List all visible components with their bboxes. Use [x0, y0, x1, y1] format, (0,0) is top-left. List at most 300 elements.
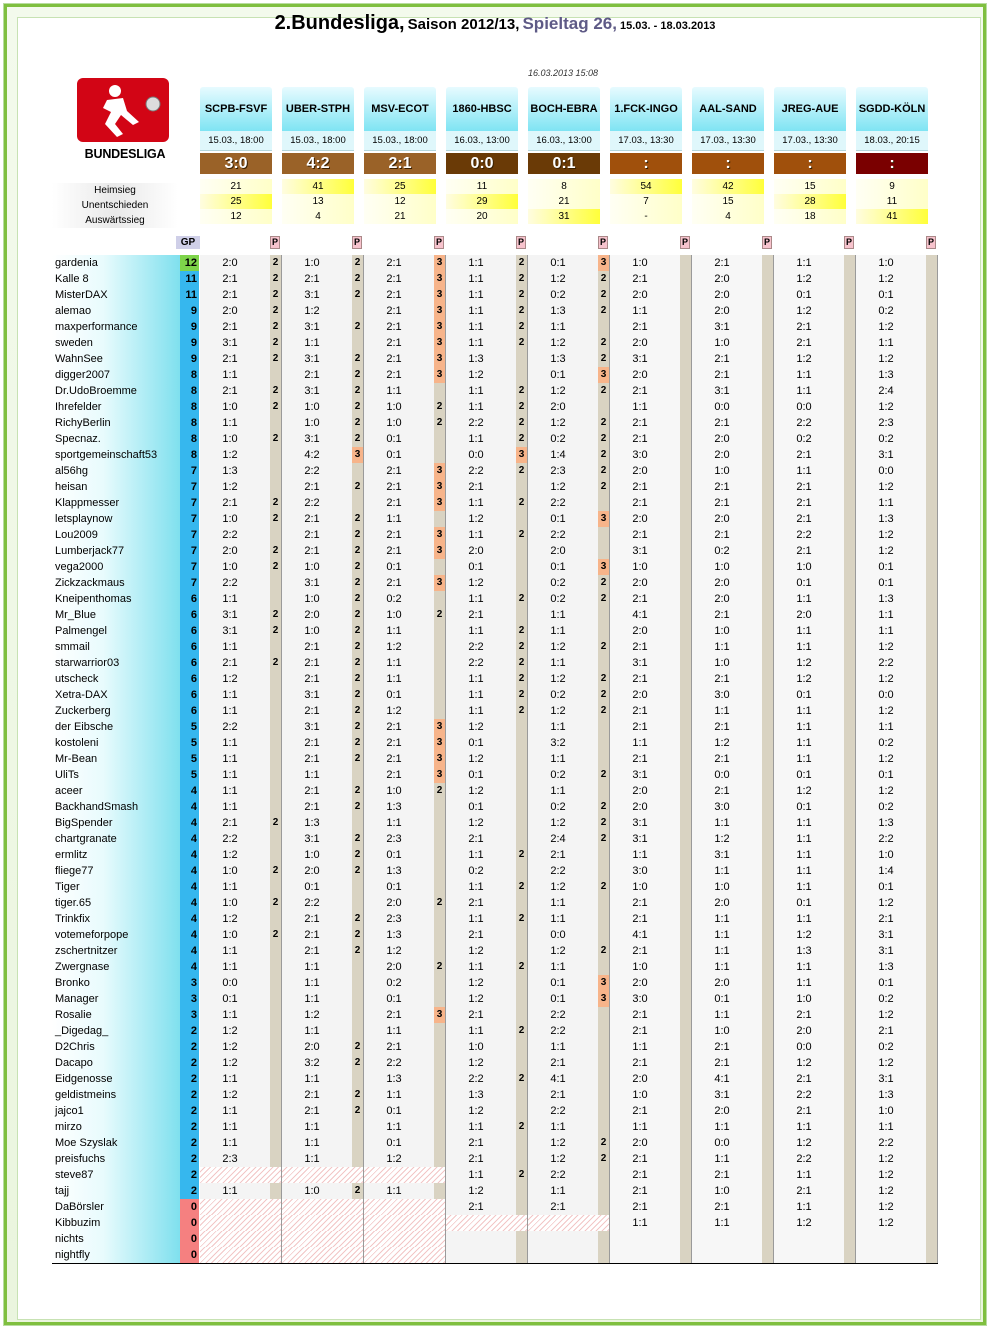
tip-score: 0:1 — [222, 993, 238, 1005]
match-stat-draw: 13 — [282, 194, 354, 209]
tip-score: 1:1 — [222, 641, 238, 653]
player-points: 4 — [180, 831, 199, 847]
tip-points: 2 — [436, 897, 443, 908]
tip-points: 2 — [518, 673, 525, 684]
tip-score: 2:2 — [304, 465, 320, 477]
player-points: 9 — [180, 319, 199, 335]
tip-points: 2 — [600, 769, 607, 780]
tip-score: 1:1 — [550, 321, 566, 333]
tip-score: 0:1 — [386, 561, 402, 573]
player-name: _Digedag_ — [52, 1023, 180, 1039]
tip-score: 0:2 — [878, 993, 894, 1005]
tip-score: 1:1 — [468, 1121, 484, 1133]
tip-points: 2 — [354, 785, 361, 796]
tip-score: 1:3 — [468, 1089, 484, 1101]
tip-score: 0:0 — [878, 465, 894, 477]
tip-score: 2:1 — [304, 1105, 320, 1117]
player-points: 3 — [180, 1007, 199, 1023]
tip-score: 3:0 — [714, 801, 730, 813]
player-points: 6 — [180, 655, 199, 671]
player-points: 7 — [180, 479, 199, 495]
tip-score: 2:1 — [796, 497, 812, 509]
missing-tip — [282, 1199, 363, 1215]
tip-points: 2 — [354, 433, 361, 444]
match-stat-draw: 29 — [446, 194, 518, 209]
tip-score: 2:1 — [632, 1057, 648, 1069]
tip-points: 2 — [272, 305, 279, 316]
tip-score: 1:0 — [222, 929, 238, 941]
tip-score: 2:2 — [386, 1057, 402, 1069]
tip-points: 3 — [434, 735, 445, 751]
tip-score: 2:0 — [386, 897, 402, 909]
tip-score: 2:1 — [386, 737, 402, 749]
player-points: 2 — [180, 1087, 199, 1103]
table-row — [52, 335, 938, 351]
tip-points: 2 — [518, 433, 525, 444]
player-name: Kneipenthomas — [52, 591, 180, 607]
tip-score: 1:1 — [304, 1073, 320, 1085]
player-points: 4 — [180, 847, 199, 863]
player-name: geldistmeins — [52, 1087, 180, 1103]
tip-points: 2 — [600, 593, 607, 604]
tip-score: 1:1 — [386, 673, 402, 685]
tip-score: 2:1 — [714, 497, 730, 509]
tip-score: 3:1 — [304, 289, 320, 301]
player-points: 11 — [180, 271, 199, 287]
missing-tip — [528, 1215, 609, 1231]
tip-points: 2 — [354, 481, 361, 492]
table-row — [52, 943, 938, 959]
tip-score: 1:2 — [550, 1153, 566, 1165]
tip-points: 2 — [518, 881, 525, 892]
stat-label: Unentschieden — [52, 198, 178, 213]
tip-points: 2 — [436, 785, 443, 796]
player-points: 0 — [180, 1231, 199, 1247]
tip-points: 2 — [600, 449, 607, 460]
match-stats — [856, 179, 928, 224]
tip-score: 1:1 — [632, 1217, 648, 1229]
match-stats — [446, 179, 518, 224]
tip-points: 2 — [600, 673, 607, 684]
match-stats — [282, 179, 354, 224]
tip-score: 1:3 — [386, 865, 402, 877]
match-stat-home: 15 — [774, 179, 846, 194]
tip-score: 1:1 — [222, 369, 238, 381]
tip-score: 1:2 — [878, 529, 894, 541]
tip-score: 2:0 — [714, 593, 730, 605]
player-name: chartgranate — [52, 831, 180, 847]
tip-score: 1:3 — [468, 353, 484, 365]
player-name: BigSpender — [52, 815, 180, 831]
tip-score: 0:1 — [550, 369, 566, 381]
tip-score: 1:2 — [468, 817, 484, 829]
player-points: 6 — [180, 671, 199, 687]
tip-score: 1:1 — [386, 1121, 402, 1133]
match-teams: UBER-STPH — [282, 87, 354, 131]
tip-score: 1:3 — [386, 929, 402, 941]
tip-points: 2 — [272, 273, 279, 284]
tip-score: 1:2 — [878, 481, 894, 493]
tip-score: 2:0 — [468, 545, 484, 557]
tip-score: 2:1 — [304, 705, 320, 717]
tip-points: 2 — [518, 385, 525, 396]
bundesliga-wordmark: BUNDESLIGA — [84, 147, 166, 161]
tip-score: 1:1 — [468, 961, 484, 973]
tip-points: 2 — [354, 849, 361, 860]
tip-score: 1:0 — [714, 625, 730, 637]
tip-score: 0:1 — [878, 769, 894, 781]
tip-score: 2:2 — [550, 529, 566, 541]
tip-score: 3:1 — [878, 1073, 894, 1085]
missing-tip — [200, 1247, 281, 1263]
tip-score: 1:3 — [878, 961, 894, 973]
bundesliga-logo — [72, 78, 178, 170]
tip-score: 2:1 — [304, 513, 320, 525]
tip-score: 2:1 — [468, 481, 484, 493]
tip-score: 0:1 — [714, 993, 730, 1005]
tip-points: 2 — [600, 481, 607, 492]
match-stats — [774, 179, 846, 224]
player-name: al56hg — [52, 463, 180, 479]
tip-score: 1:2 — [878, 1169, 894, 1181]
tip-points: 2 — [272, 257, 279, 268]
tip-score: 1:2 — [878, 353, 894, 365]
tip-score: 2:2 — [550, 1105, 566, 1117]
match-column — [200, 87, 272, 224]
tip-score: 2:2 — [550, 865, 566, 877]
tip-score: 2:1 — [304, 369, 320, 381]
tip-score: 2:1 — [304, 801, 320, 813]
tip-score: 2:1 — [304, 673, 320, 685]
missing-tip — [282, 1231, 363, 1247]
tip-score: 2:1 — [386, 721, 402, 733]
tip-points: 2 — [518, 321, 525, 332]
player-name: Specnaz. — [52, 431, 180, 447]
player-points: 4 — [180, 895, 199, 911]
tip-score: 2:0 — [632, 625, 648, 637]
tip-score: 2:2 — [304, 897, 320, 909]
tip-points: 3 — [352, 447, 363, 463]
table-row — [52, 1183, 938, 1199]
player-name: votemeforpope — [52, 927, 180, 943]
tip-score: 0:1 — [468, 769, 484, 781]
tip-score: 0:1 — [796, 897, 812, 909]
match-result: 0:1 — [528, 153, 600, 174]
tip-score: 1:1 — [550, 1041, 566, 1053]
tip-score: 2:4 — [878, 385, 894, 397]
match-stats — [364, 179, 436, 224]
tip-score: 1:1 — [796, 465, 812, 477]
table-row — [52, 1215, 938, 1231]
tip-score: 2:1 — [714, 529, 730, 541]
tip-score: 2:1 — [632, 593, 648, 605]
tip-points: 2 — [600, 1153, 607, 1164]
tip-score: 1:1 — [878, 721, 894, 733]
tip-score: 2:1 — [714, 721, 730, 733]
tip-score: 3:0 — [714, 689, 730, 701]
tip-score: 1:2 — [550, 273, 566, 285]
player-points: 9 — [180, 303, 199, 319]
tip-score: 1:1 — [714, 865, 730, 877]
tip-points: 2 — [272, 929, 279, 940]
tip-score: 3:1 — [714, 849, 730, 861]
match-date: 16.03., 13:00 — [528, 131, 600, 151]
tip-score: 3:1 — [878, 449, 894, 461]
tip-score: 2:1 — [386, 465, 402, 477]
table-row — [52, 415, 938, 431]
tip-score: 0:2 — [878, 801, 894, 813]
table-row — [52, 895, 938, 911]
table-row — [52, 287, 938, 303]
tip-points: 2 — [272, 817, 279, 828]
tip-score: 2:1 — [714, 257, 730, 269]
tip-score: 0:1 — [878, 561, 894, 573]
tip-points: 2 — [354, 945, 361, 956]
tip-score: 1:1 — [386, 625, 402, 637]
page-title — [0, 12, 990, 35]
tip-score: 1:2 — [550, 417, 566, 429]
tip-score: 1:0 — [304, 593, 320, 605]
tip-score: 0:1 — [386, 449, 402, 461]
tip-points: 2 — [518, 305, 525, 316]
points-header: P — [845, 237, 852, 247]
table-row — [52, 975, 938, 991]
tip-score: 1:1 — [796, 833, 812, 845]
table-row — [52, 447, 938, 463]
tip-score: 1:1 — [468, 385, 484, 397]
tip-score: 2:1 — [304, 273, 320, 285]
tip-points: 2 — [600, 465, 607, 476]
table-row — [52, 1007, 938, 1023]
tip-score: 1:0 — [468, 1041, 484, 1053]
table-row — [52, 1247, 938, 1263]
tip-points: 2 — [272, 401, 279, 412]
tip-score: 2:2 — [550, 1025, 566, 1037]
tip-points: 2 — [600, 801, 607, 812]
tip-score: 1:0 — [714, 657, 730, 669]
tip-score: 2:1 — [386, 1041, 402, 1053]
match-result: 3:0 — [200, 153, 272, 174]
tip-points: 3 — [598, 975, 609, 991]
player-points: 4 — [180, 815, 199, 831]
match-stat-home: 25 — [364, 179, 436, 194]
table-row — [52, 351, 938, 367]
tip-score: 2:1 — [632, 721, 648, 733]
tip-points: 3 — [434, 767, 445, 783]
tip-score: 2:3 — [222, 1153, 238, 1165]
tip-score: 1:1 — [468, 529, 484, 541]
tip-score: 3:1 — [304, 321, 320, 333]
tip-score: 1:2 — [222, 849, 238, 861]
tip-points: 2 — [272, 385, 279, 396]
table-row — [52, 1039, 938, 1055]
table-row — [52, 479, 938, 495]
tip-score: 2:1 — [714, 369, 730, 381]
tip-points: 2 — [518, 705, 525, 716]
tip-score: 4:1 — [714, 1073, 730, 1085]
tip-score: 2:1 — [468, 929, 484, 941]
missing-tip — [200, 1215, 281, 1231]
tip-points: 3 — [434, 751, 445, 767]
tip-score: 1:0 — [222, 561, 238, 573]
tip-score: 1:0 — [304, 1185, 320, 1197]
tip-score: 0:1 — [878, 881, 894, 893]
tip-score: 1:1 — [796, 1121, 812, 1133]
tip-score: 1:1 — [796, 817, 812, 829]
player-points: 2 — [180, 1151, 199, 1167]
tip-score: 0:2 — [386, 977, 402, 989]
tip-points: 2 — [436, 609, 443, 620]
tip-score: 2:1 — [714, 1041, 730, 1053]
tip-points: 2 — [518, 337, 525, 348]
tip-points: 2 — [354, 1041, 361, 1052]
player-name: Kibbuzim — [52, 1215, 180, 1231]
player-points: 8 — [180, 399, 199, 415]
tip-points: 2 — [272, 353, 279, 364]
tip-score: 2:1 — [796, 481, 812, 493]
tip-score: 2:1 — [714, 417, 730, 429]
update-timestamp: 16.03.2013 15:08 — [527, 68, 599, 78]
tip-points: 2 — [354, 353, 361, 364]
tip-score: 3:1 — [632, 817, 648, 829]
player-name: D2Chris — [52, 1039, 180, 1055]
match-stat-home: 41 — [282, 179, 354, 194]
tip-score: 1:0 — [222, 865, 238, 877]
player-points: 3 — [180, 991, 199, 1007]
tip-points: 2 — [354, 401, 361, 412]
match-stat-home: 21 — [200, 179, 272, 194]
tip-score: 2:1 — [468, 897, 484, 909]
tip-score: 2:1 — [304, 737, 320, 749]
tip-score: 4:1 — [550, 1073, 566, 1085]
tip-score: 2:1 — [468, 833, 484, 845]
tip-score: 1:1 — [796, 705, 812, 717]
tip-score: 1:2 — [468, 513, 484, 525]
tip-score: 2:1 — [714, 785, 730, 797]
tip-score: 0:2 — [386, 593, 402, 605]
tip-score: 0:1 — [386, 881, 402, 893]
tip-points: 2 — [518, 625, 525, 636]
tip-score: 0:0 — [468, 449, 484, 461]
tip-score: 1:2 — [468, 1057, 484, 1069]
tip-points: 3 — [516, 447, 527, 463]
tip-points: 2 — [272, 609, 279, 620]
tip-points: 2 — [354, 593, 361, 604]
player-name: tajj — [52, 1183, 180, 1199]
tip-score: 2:2 — [468, 641, 484, 653]
tip-score: 1:1 — [796, 625, 812, 637]
tip-score: 1:0 — [222, 513, 238, 525]
tip-points: 2 — [600, 337, 607, 348]
tip-score: 1:2 — [386, 641, 402, 653]
tip-score: 1:2 — [550, 817, 566, 829]
player-name: Ihrefelder — [52, 399, 180, 415]
tip-score: 1:1 — [714, 913, 730, 925]
tip-points: 2 — [600, 881, 607, 892]
match-result: : — [856, 153, 928, 174]
player-name: Klappmesser — [52, 495, 180, 511]
tip-score: 3:1 — [304, 353, 320, 365]
stat-label: Heimsieg — [52, 183, 178, 198]
tip-score: 2:1 — [632, 945, 648, 957]
tip-score: 1:2 — [714, 833, 730, 845]
tip-points: 2 — [354, 657, 361, 668]
tip-score: 1:2 — [796, 305, 812, 317]
tip-score: 1:0 — [304, 257, 320, 269]
match-stat-draw: 21 — [528, 194, 600, 209]
tip-score: 2:3 — [878, 417, 894, 429]
tip-score: 2:1 — [222, 657, 238, 669]
tip-score: 2:1 — [796, 513, 812, 525]
match-stat-home: 9 — [856, 179, 928, 194]
tip-points: 2 — [354, 385, 361, 396]
tip-points: 3 — [434, 575, 445, 591]
tip-score: 1:0 — [304, 401, 320, 413]
match-stat-away: - — [610, 209, 682, 224]
match-result: 2:1 — [364, 153, 436, 174]
missing-tip — [364, 1215, 445, 1231]
tip-score: 1:1 — [304, 1025, 320, 1037]
tip-score: 2:2 — [468, 417, 484, 429]
tip-points: 2 — [600, 705, 607, 716]
tip-score: 1:1 — [468, 273, 484, 285]
tip-points: 2 — [354, 913, 361, 924]
tip-score: 1:1 — [386, 817, 402, 829]
tip-score: 2:2 — [222, 721, 238, 733]
tip-score: 1:1 — [878, 497, 894, 509]
tip-score: 0:2 — [878, 433, 894, 445]
points-header: P — [599, 237, 606, 247]
tip-score: 1:3 — [796, 945, 812, 957]
tip-score: 0:1 — [796, 801, 812, 813]
tip-score: 1:1 — [468, 881, 484, 893]
tip-score: 1:1 — [796, 753, 812, 765]
tip-score: 1:4 — [550, 449, 566, 461]
tip-score: 0:2 — [878, 737, 894, 749]
match-column — [364, 87, 436, 224]
tip-score: 2:1 — [468, 1201, 484, 1213]
player-name: mirzo — [52, 1119, 180, 1135]
tip-points: 2 — [272, 897, 279, 908]
tip-points: 2 — [518, 529, 525, 540]
table-row — [52, 399, 938, 415]
match-teams: SCPB-FSVF — [200, 87, 272, 131]
tip-score: 2:2 — [550, 497, 566, 509]
player-points: 2 — [180, 1167, 199, 1183]
tip-score: 1:2 — [796, 929, 812, 941]
tip-score: 3:1 — [222, 609, 238, 621]
tip-score: 1:1 — [714, 1121, 730, 1133]
tip-score: 1:2 — [386, 945, 402, 957]
tip-score: 1:2 — [878, 1009, 894, 1021]
player-points: 4 — [180, 799, 199, 815]
tip-score: 2:0 — [714, 273, 730, 285]
tip-score: 1:0 — [222, 897, 238, 909]
tip-score: 1:1 — [468, 913, 484, 925]
tip-score: 2:0 — [714, 977, 730, 989]
tip-score: 1:1 — [550, 897, 566, 909]
tip-score: 2:1 — [632, 529, 648, 541]
tip-score: 1:1 — [468, 321, 484, 333]
tip-score: 1:1 — [878, 625, 894, 637]
tip-score: 0:2 — [550, 577, 566, 589]
table-row — [52, 559, 938, 575]
tip-score: 2:1 — [304, 929, 320, 941]
tip-points: 2 — [354, 929, 361, 940]
player-name: fliege77 — [52, 863, 180, 879]
tip-score: 2:0 — [304, 865, 320, 877]
match-column — [446, 87, 518, 224]
